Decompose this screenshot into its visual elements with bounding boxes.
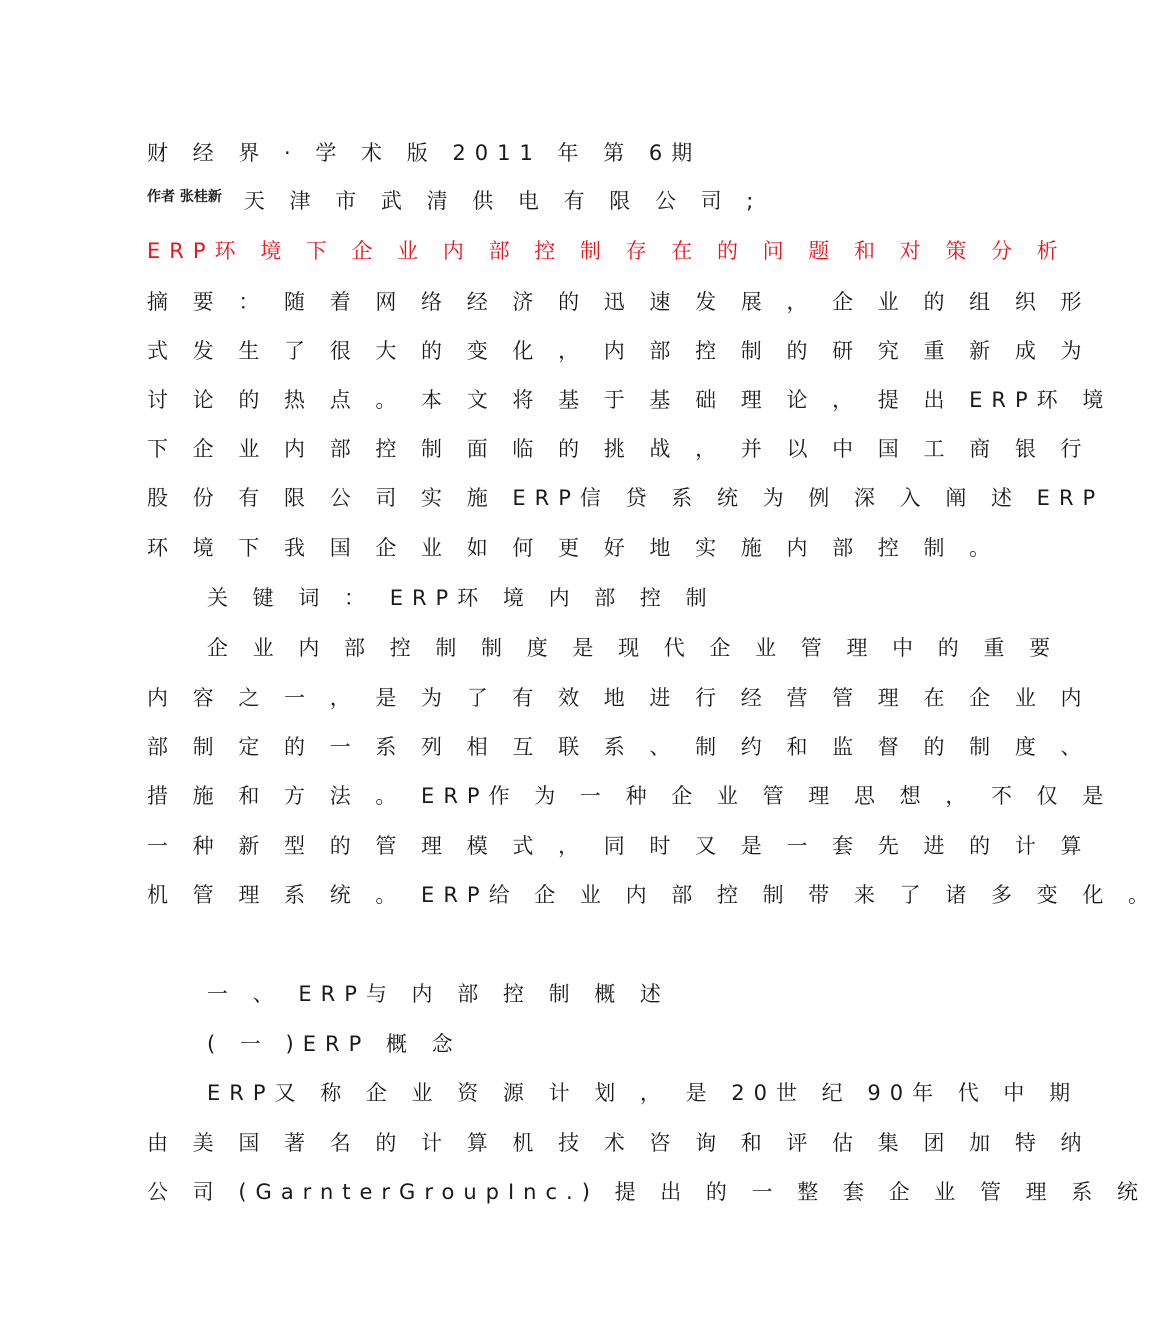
body-line: ERP又 称 企 业 资 源 计 划 ， 是 20世 纪 90年 代 中 期 (207, 1081, 1080, 1105)
author-affiliation: 天 津 市 武 清 供 电 有 限 公 司 ; (243, 189, 763, 213)
abstract-line: 摘 要 ： 随 着 网 络 经 济 的 迅 速 发 展 ， 企 业 的 组 织 形 (147, 290, 1091, 314)
author-row (147, 186, 807, 216)
section-heading: 一 、 ERP与 内 部 控 制 概 述 (207, 982, 670, 1006)
body-line: 由 美 国 著 名 的 计 算 机 技 术 咨 询 和 评 估 集 团 加 特 纳 (147, 1131, 1091, 1155)
intro-line: 措 施 和 方 法 。 ERP作 为 一 种 企 业 管 理 思 想 ， 不 仅 是 (147, 784, 1113, 808)
body-line: 公 司 (GarnterGroupInc.) 提 出 的 一 整 套 企 业 管 理 系 统 (147, 1180, 1147, 1204)
intro-line: 内 容 之 一 ， 是 为 了 有 效 地 进 行 经 营 管 理 在 企 业 内 (147, 686, 1091, 710)
intro-line: 部 制 定 的 一 系 列 相 互 联 系 、 制 约 和 监 督 的 制 度 、 (147, 735, 1091, 759)
journal-header: 财 经 界 · 学 术 版 2011 年 第 6期 (147, 141, 702, 165)
abstract-line: 下 企 业 内 部 控 制 面 临 的 挑 战 ， 并 以 中 国 工 商 银 行 (147, 437, 1091, 461)
abstract-line: 环 境 下 我 国 企 业 如 何 更 好 地 实 施 内 部 控 制 。 (147, 536, 1000, 560)
abstract-line: 股 份 有 限 公 司 实 施 ERP信 贷 系 统 为 例 深 入 阐 述 ERP (147, 486, 1105, 510)
subsection-heading: ( 一 )ERP 概 念 (207, 1032, 462, 1056)
keywords-line: 关 键 词 ： ERP环 境 内 部 控 制 (207, 586, 716, 610)
intro-line: 机 管 理 系 统 。 ERP给 企 业 内 部 控 制 带 来 了 诸 多 变 化 。 (147, 883, 1158, 907)
author-label: 作者 张桂新 (147, 189, 222, 205)
abstract-line: 讨 论 的 热 点 。 本 文 将 基 于 基 础 理 论 ， 提 出 ERP环 境 (147, 388, 1113, 412)
intro-line: 企 业 内 部 控 制 制 度 是 现 代 企 业 管 理 中 的 重 要 (207, 636, 1060, 660)
abstract-line: 式 发 生 了 很 大 的 变 化 ， 内 部 控 制 的 研 究 重 新 成 为 (147, 339, 1091, 363)
intro-line: 一 种 新 型 的 管 理 模 式 ， 同 时 又 是 一 套 先 进 的 计 算 (147, 834, 1091, 858)
article-title: ERP环 境 下 企 业 内 部 控 制 存 在 的 问 题 和 对 策 分 析 (147, 239, 1067, 263)
